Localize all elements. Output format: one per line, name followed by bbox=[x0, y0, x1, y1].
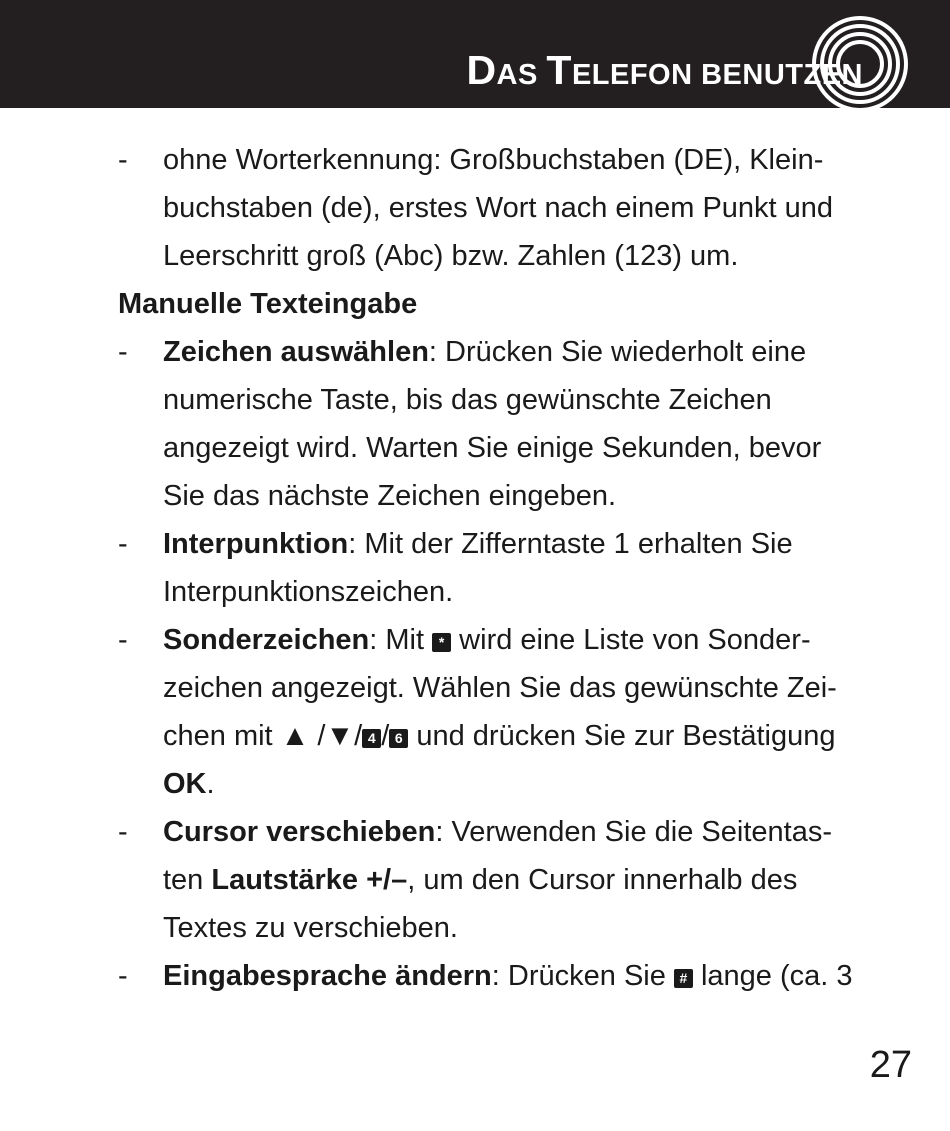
term: Sonderzeichen bbox=[163, 624, 370, 656]
list-bullet: - bbox=[118, 336, 128, 368]
list-bullet: - bbox=[118, 528, 128, 560]
text-line: - Cursor verschieben: Verwenden Sie die Seitentas- bbox=[0, 808, 950, 856]
term: Eingabesprache ändern bbox=[163, 960, 492, 992]
text-line: chen mit ▲ /▼/ 4 / 6 und drücken Sie zur Bestätigung bbox=[163, 720, 836, 752]
term: OK bbox=[163, 768, 207, 800]
section-heading: Manuelle Texteingabe bbox=[118, 288, 418, 320]
key-6-icon: 6 bbox=[389, 729, 408, 748]
page-header bbox=[0, 0, 950, 108]
text-line: OK. bbox=[163, 768, 215, 800]
text-line: angezeigt wird. Warten Sie einige Sekunden, bevor bbox=[163, 432, 822, 464]
star-key-icon: * bbox=[432, 633, 451, 652]
list-bullet: - bbox=[118, 624, 128, 656]
key-4-icon: 4 bbox=[362, 729, 381, 748]
text-line: - Interpunktion: Mit der Zifferntaste 1 erhalten Sie bbox=[0, 520, 950, 568]
list-bullet: - bbox=[118, 144, 128, 176]
text-line: - Sonderzeichen: Mit * wird eine Liste von Sonder- bbox=[0, 616, 950, 664]
term: Lautstärke +/– bbox=[211, 864, 408, 896]
text-line: - Zeichen auswählen: Drücken Sie wiederholt eine bbox=[0, 328, 950, 376]
page-title: DAS TELEFON BENUTZEN bbox=[466, 47, 863, 93]
text-line: ten Lautstärke +/–, um den Cursor innerhalb des bbox=[163, 864, 798, 896]
text-line: Interpunktionszeichen. bbox=[163, 576, 454, 608]
text-line: Textes zu verschieben. bbox=[163, 912, 458, 944]
text-line: - ohne Worterkennung: Großbuchstaben (DE), Klein- bbox=[0, 136, 950, 184]
list-bullet: - bbox=[118, 960, 128, 992]
text-line: numerische Taste, bis das gewünschte Zeichen bbox=[163, 384, 772, 416]
text-line: Leerschritt groß (Abc) bzw. Zahlen (123) um. bbox=[163, 240, 739, 272]
hash-key-icon: # bbox=[674, 969, 693, 988]
page-number: 27 bbox=[869, 1044, 912, 1086]
text-line: - Eingabesprache ändern: Drücken Sie # lange (ca. 3 bbox=[0, 952, 950, 1000]
term: Zeichen auswählen bbox=[163, 336, 429, 368]
term: Interpunktion bbox=[163, 528, 349, 560]
list-bullet: - bbox=[118, 816, 128, 848]
term: Cursor verschieben bbox=[163, 816, 436, 848]
body-text bbox=[0, 136, 950, 1000]
text-line: zeichen angezeigt. Wählen Sie das gewünschte Zei- bbox=[163, 672, 837, 704]
text-line: buchstaben (de), erstes Wort nach einem Punkt und bbox=[163, 192, 834, 224]
text-line: Sie das nächste Zeichen eingeben. bbox=[163, 480, 617, 512]
